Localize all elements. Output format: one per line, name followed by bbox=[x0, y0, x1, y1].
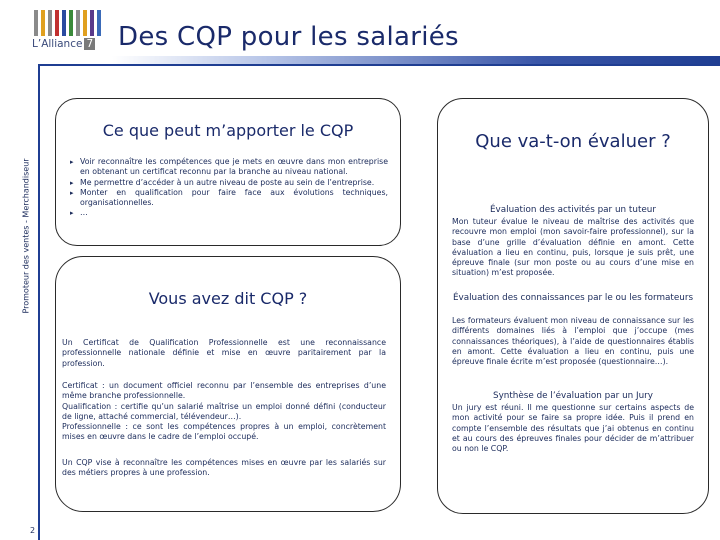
logo-bar bbox=[41, 10, 45, 36]
definition-details bbox=[62, 381, 386, 443]
page-title: Des CQP pour les salariés bbox=[118, 22, 459, 52]
certificat-definition: Certificat : un document officiel reconnu par l’ensemble des entreprises d’une même branche professionnelle. bbox=[62, 381, 386, 401]
page-number: 2 bbox=[30, 526, 36, 535]
qualification-definition: Qualification : certifie qu’un salarié maîtrise un emploi donné défini (conducteur de ligne, attaché commercial, télévendeur…). bbox=[62, 401, 386, 421]
cqp-aim-paragraph: Un CQP vise à reconnaître les compétences mises en œuvre par les salariés sur des métiers propres à une profession. bbox=[62, 458, 386, 478]
sidebar-divider bbox=[38, 64, 40, 540]
logo-number: 7 bbox=[86, 38, 94, 50]
evaluation-panel bbox=[437, 98, 709, 514]
sidebar-vertical-label: Promoteur des ventes - Merchandiseur bbox=[21, 158, 31, 314]
header-divider bbox=[40, 64, 720, 66]
list-item: ▸ Me permettre d’accéder à un autre niveau de poste au sein de l’entreprise. bbox=[70, 178, 388, 188]
list-item: ▸ … bbox=[70, 208, 388, 218]
logo-bar bbox=[55, 10, 59, 36]
header-gradient-band bbox=[112, 56, 720, 64]
logo-bar bbox=[48, 10, 52, 36]
professionnelle-definition: Professionnelle : ce sont les compétences propres à un emploi, concrètement mises en œuvre dans le cadre de l’emploi occupé. bbox=[62, 422, 386, 442]
evaluation-heading: Que va-t-on évaluer ? bbox=[475, 131, 671, 152]
jury-evaluation-title: Synthèse de l’évaluation par un Jury bbox=[492, 391, 654, 401]
definition-paragraph: Un Certificat de Qualification Professionnelle est une reconnaissance professionnelle nationale définie et mise en œuvre paritairement par la profession. bbox=[62, 338, 386, 368]
tutor-evaluation-text: Mon tuteur évalue le niveau de maîtrise des activités que recouvre mon emploi (mon savoir-faire professionnel), sur la base d’une grille d’évaluation définie en amont. Cette évaluation a lieu en continu, puis, lorsque je suis prêt, une épreuve finale (sur mon poste ou au cours d’une mise en situation) m’est proposée. bbox=[452, 217, 694, 278]
logo-text bbox=[32, 38, 95, 50]
jury-evaluation-text: Un jury est réuni. Il me questionne sur certains aspects de mon activité pour se faire sa propre idée. Puis il prend en compte l’ensemble des résultats que j’ai obtenus en continu et au cours des épreuves finales pour décider de m’attribuer ou non le CQP. bbox=[452, 403, 694, 454]
logo-bar bbox=[90, 10, 94, 36]
benefits-list bbox=[70, 157, 388, 219]
alliance-logo bbox=[28, 10, 112, 54]
logo-bar bbox=[97, 10, 101, 36]
logo-bar bbox=[34, 10, 38, 36]
benefits-panel bbox=[55, 98, 401, 246]
benefits-heading: Ce que peut m’apporter le CQP bbox=[102, 121, 354, 140]
definition-heading: Vous avez dit CQP ? bbox=[148, 289, 308, 308]
logo-bar bbox=[76, 10, 80, 36]
logo-bar bbox=[69, 10, 73, 36]
logo-bar bbox=[62, 10, 66, 36]
logo-bar bbox=[83, 10, 87, 36]
trainer-evaluation-text: Les formateurs évaluent mon niveau de connaissance sur les différents domaines liés à l’emploi que j’occupe (mes connaissances théoriques), à l’aide de questionnaires établis en amont. Cette évaluation a lieu en continu, puis une épreuve finale écrite m’est proposée (questionnaire…). bbox=[452, 316, 694, 367]
trainer-evaluation-title: Évaluation des connaissances par le ou les formateurs bbox=[452, 293, 694, 303]
logo-name: L’Alliance bbox=[32, 38, 83, 50]
tutor-evaluation-title: Évaluation des activités par un tuteur bbox=[489, 205, 656, 215]
definition-panel bbox=[55, 256, 401, 512]
list-item: ▸ Voir reconnaître les compétences que je mets en œuvre dans mon entreprise en obtenant un certificat reconnu par la branche au niveau national. bbox=[70, 157, 388, 178]
list-item: ▸ Monter en qualification pour faire face aux évolutions techniques, organisationnelles. bbox=[70, 188, 388, 209]
logo-bars bbox=[34, 10, 101, 36]
